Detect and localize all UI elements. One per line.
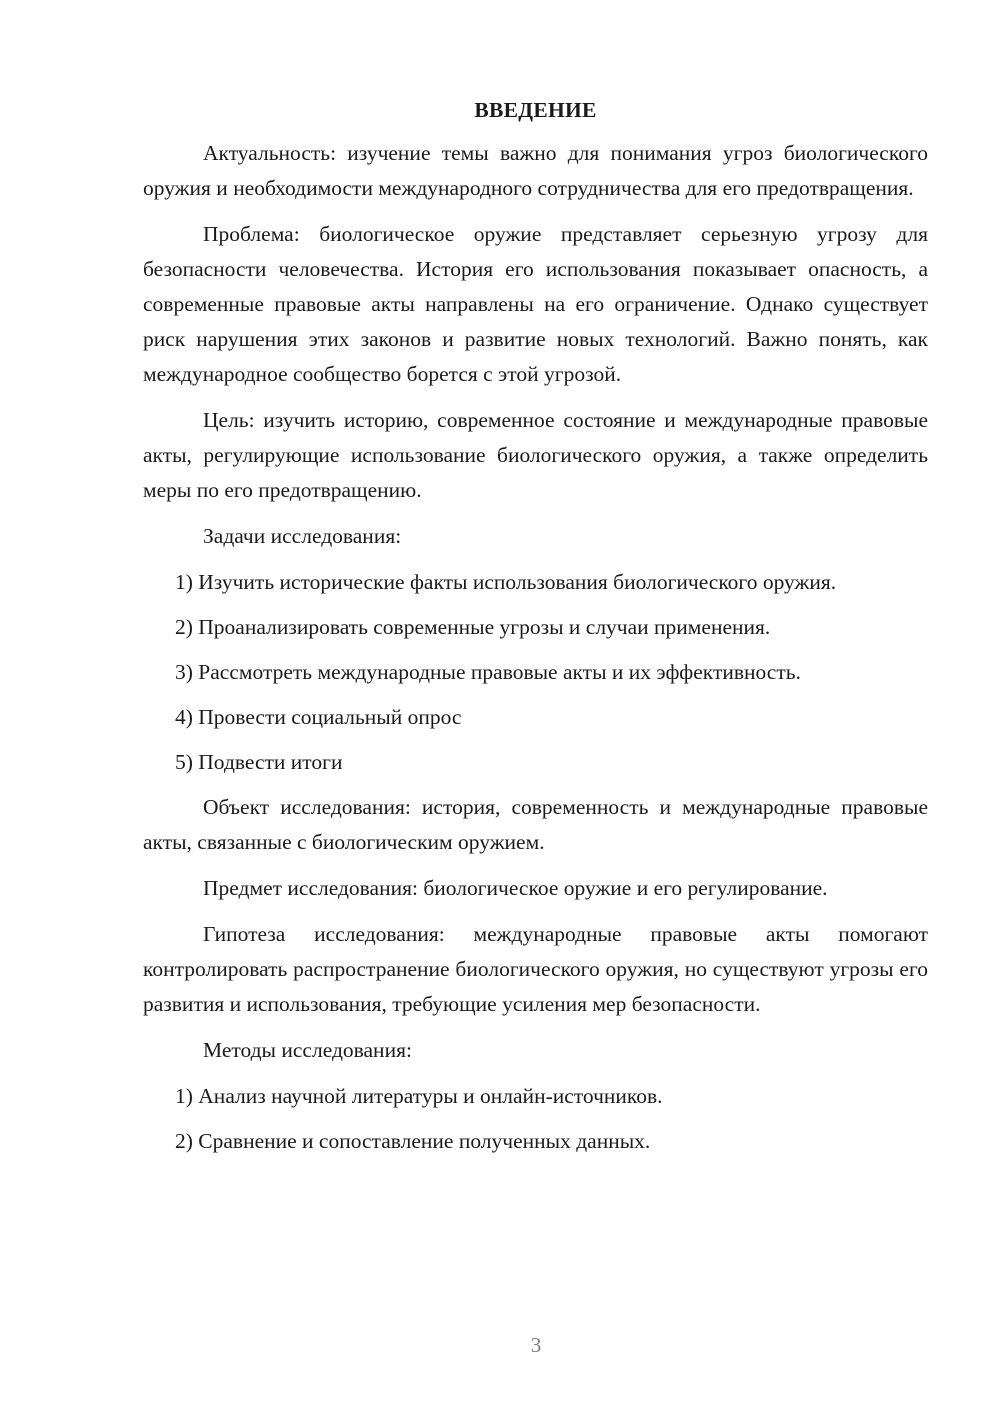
page-number: 3 <box>530 1333 542 1357</box>
hypothesis-paragraph: Гипотеза исследования: международные правовые акты помогают контролировать распространение биологического оружия, но существуют угрозы его развития и использования, требующие усиления мер безопасности. <box>143 922 928 1016</box>
method-item: 1) Анализ научной литературы и онлайн-источников. <box>175 1084 663 1108</box>
document-page <box>143 95 928 1169</box>
methods-heading: Методы исследования: <box>203 1038 412 1062</box>
object-paragraph: Объект исследования: история, современность и международные правовые акты, связанные с биологическим оружием. <box>143 795 928 854</box>
tasks-heading: Задачи исследования: <box>203 524 402 548</box>
subject-paragraph: Предмет исследования: биологическое оружие и его регулирование. <box>203 876 828 900</box>
relevance-paragraph: Актуальность: изучение темы важно для понимания угроз биологического оружия и необходимости международного сотрудничества для его предотвращения. <box>143 141 928 200</box>
task-item: 3) Рассмотреть международные правовые акты и их эффективность. <box>175 660 801 684</box>
problem-paragraph: Проблема: биологическое оружие представляет серьезную угрозу для безопасности человечества. История его использования показывает опасность, а современные правовые акты направлены на его ограничение. Однако существует риск нарушения этих законов и развитие новых технологий. Важно понять, как международное сообщество борется с этой угрозой. <box>143 222 928 386</box>
goal-paragraph: Цель: изучить историю, современное состояние и международные правовые акты, регулирующие использование биологического оружия, а также определить меры по его предотвращению. <box>143 408 928 502</box>
task-item: 5) Подвести итоги <box>175 750 343 774</box>
task-item: 1) Изучить исторические факты использования биологического оружия. <box>175 570 837 594</box>
method-item: 2) Сравнение и сопоставление полученных данных. <box>175 1129 651 1153</box>
task-item: 2) Проанализировать современные угрозы и случаи применения. <box>175 615 771 639</box>
page-title: ВВЕДЕНИЕ <box>474 98 597 122</box>
task-item: 4) Провести социальный опрос <box>175 705 462 729</box>
